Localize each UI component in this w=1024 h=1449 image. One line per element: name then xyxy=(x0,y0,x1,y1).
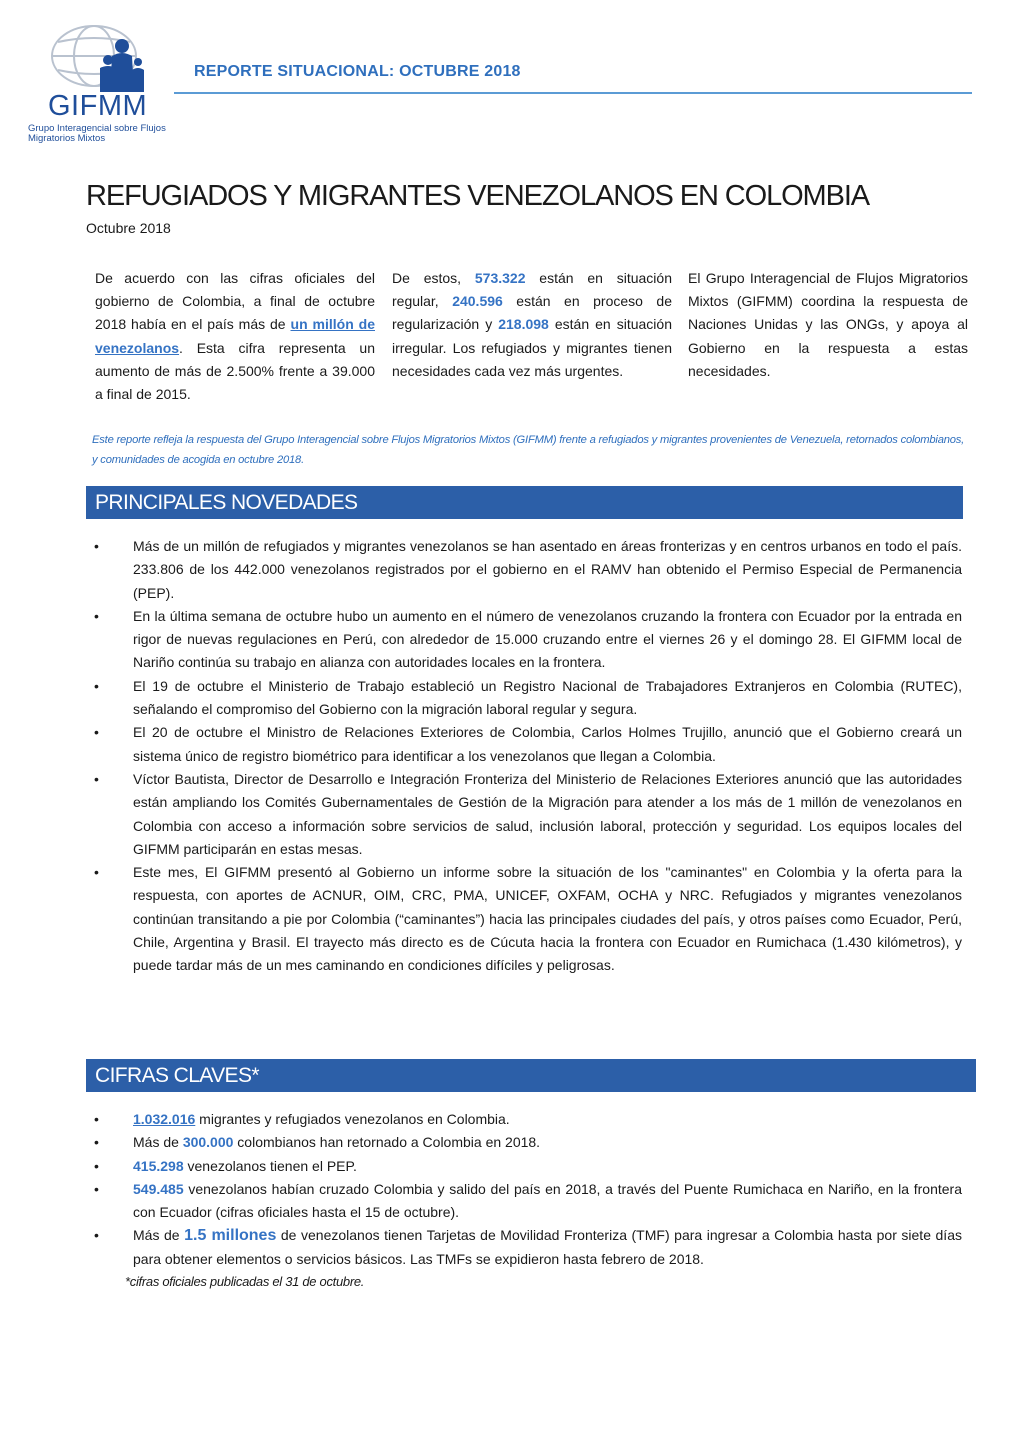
globe-family-icon xyxy=(48,20,150,96)
list-item xyxy=(86,861,962,977)
novedades-list xyxy=(86,535,962,978)
list-item xyxy=(86,535,962,605)
bullet-icon: • xyxy=(94,677,99,694)
key-figure-number: 415.298 xyxy=(133,1157,184,1174)
section-heading-novedades: PRINCIPALES NOVEDADES xyxy=(86,486,963,519)
intro-col2-text-c: están en proceso de regularización y xyxy=(392,293,672,333)
key-figure-text: colombianos han retornado a Colombia en 2018. xyxy=(233,1134,541,1151)
section-heading-cifras: CIFRAS CLAVES* xyxy=(86,1059,976,1092)
key-figure-text: venezolanos tienen el PEP. xyxy=(183,1157,357,1174)
key-figure-item xyxy=(86,1155,962,1178)
page-title: REFUGIADOS Y MIGRANTES VENEZOLANOS EN COLOMBIA xyxy=(86,180,870,212)
page-date: Octubre 2018 xyxy=(86,220,171,236)
irregular-count: 218.098 xyxy=(498,316,549,333)
intro-column-1 xyxy=(95,267,375,406)
list-item-text: En la última semana de octubre hubo un aumento en el número de venezolanos cruzando la frontera con Ecuador por la entrada en rigor de nuevas regulaciones en Perú, con alrededor de 15.000 cruzando entre el viernes 26 y el domingo 28. El GIFMM local de Nariño continúa su trabajo en alianza con autoridades locales en la frontera. xyxy=(133,607,962,671)
bullet-icon: • xyxy=(94,1134,99,1151)
logo-name: GIFMM xyxy=(48,90,148,122)
intro-col2-text-d: están en situación irregular. Los refugiados y migrantes tienen necesidades cada vez más urgentes. xyxy=(392,316,672,379)
key-figure-number: 549.485 xyxy=(133,1180,184,1197)
key-figure-text: venezolanos habían cruzado Colombia y salido del país en 2018, a través del Puente Rumichaca en Nariño, en la frontera con Ecuador (cifras oficiales hasta el 15 de octubre). xyxy=(133,1180,962,1221)
key-figure-number: 1.032.016 xyxy=(133,1111,196,1127)
key-figure-item xyxy=(86,1224,962,1271)
list-item xyxy=(86,721,962,768)
list-item-text: Víctor Bautista, Director de Desarrollo e Integración Fronteriza del Ministerio de Relaciones Exteriores anunció que las autoridades están ampliando los Comités Gubernamentales de Gestión de la Migración para atender a los más de 1 millón de venezolanos en Colombia con acceso a información sobre servicios de salud, inclusión laboral, protección y seguridad. Los equipos locales del GIFMM participarán en estas mesas. xyxy=(133,770,962,857)
list-item xyxy=(86,605,962,675)
list-item-text: El 20 de octubre el Ministro de Relaciones Exteriores de Colombia, Carlos Holmes Trujillo, anunció que el Gobierno creará un sistema único de registro biométrico para identificar a los venezolanos que llegan a Colombia. xyxy=(133,724,962,764)
logo-subtitle: Grupo Interagencial sobre Flujos Migratorios Mixtos xyxy=(28,123,166,144)
list-item-text: Este mes, El GIFMM presentó al Gobierno un informe sobre la situación de los "caminantes" en Colombia y la oferta para la respuesta, con aportes de ACNUR, OIM, CRC, PMA, UNICEF, OXFAM, OCHA y NRC. Refugiados y migrantes venezolanos continúan transitando a pie por Colombia (“caminantes”) hacia las principales ciudades del país, y otros países como Ecuador, Perú, Chile, Argentina y Brasil. El trayecto más directo es de Cúcuta hacia la frontera con Ecuador en Rumichaca (1.430 kilómetros), y puede tardar más de un mes caminando en condiciones difíciles y peligrosas. xyxy=(133,864,962,974)
list-item xyxy=(86,768,962,861)
intro-col2-text-a: De estos, xyxy=(392,270,475,286)
cifras-list xyxy=(86,1108,962,1271)
header-divider xyxy=(174,92,972,94)
key-figure-item xyxy=(86,1178,962,1225)
key-figure-number: 300.000 xyxy=(182,1134,234,1151)
list-item-text: El 19 de octubre el Ministerio de Trabajo estableció un Registro Nacional de Trabajadores Extranjeros en Colombia (RUTEC), señalando el compromiso del Gobierno con la migración laboral regular y segura. xyxy=(133,677,962,718)
intro-note: Este reporte refleja la respuesta del Grupo Interagencial sobre Flujos Migratorios Mixtos (GIFMM) frente a refugiados y migrantes provenientes de Venezuela, retornados colombianos, y comunidades de acogida en octubre 2018. xyxy=(92,434,965,466)
intro-col1-highlight: un millón de venezolanos xyxy=(95,316,375,356)
bullet-icon: • xyxy=(94,864,99,881)
key-figure-number: 1.5 millones xyxy=(184,1227,277,1245)
report-label: REPORTE SITUACIONAL: OCTUBRE 2018 xyxy=(194,63,521,80)
key-figure-item xyxy=(86,1108,962,1131)
bullet-icon: • xyxy=(94,1227,99,1244)
gifmm-logo xyxy=(26,20,176,146)
key-figure-item xyxy=(86,1131,962,1154)
key-figure-prefix: Más de xyxy=(133,1134,183,1151)
bullet-icon: • xyxy=(94,1157,99,1174)
bullet-icon: • xyxy=(94,538,99,554)
bullet-icon: • xyxy=(94,1111,99,1127)
intro-col1-text-b: . Esta cifra representa un aumento de más de 2.500% frente a 39.000 a final de 2015. xyxy=(95,339,375,403)
footnote: *cifras oficiales publicadas el 31 de octubre. xyxy=(125,1274,365,1289)
intro-column-3: El Grupo Interagencial de Flujos Migratorios Mixtos (GIFMM) coordina la respuesta de Naciones Unidas y las ONGs, y apoya al Gobierno en la respuesta a estas necesidades. xyxy=(688,270,968,379)
in-process-count: 240.596 xyxy=(452,293,503,310)
list-item xyxy=(86,675,962,722)
bullet-icon: • xyxy=(94,724,99,741)
regular-count: 573.322 xyxy=(474,270,526,286)
intro-column-2 xyxy=(392,267,672,383)
intro-col2-text-b: están en situación regular, xyxy=(392,270,672,310)
key-figure-text: de venezolanos tienen Tarjetas de Movilidad Fronteriza (TMF) para ingresar a Colombia hasta por siete días para obtener elementos o servicios básicos. Las TMFs se expidieron hasta febrero de 2018. xyxy=(133,1227,962,1267)
intro-col1-text-a: De acuerdo con las cifras oficiales del gobierno de Colombia, a final de octubre 2018 había en el país más de xyxy=(95,270,375,333)
bullet-icon: • xyxy=(94,1180,99,1197)
list-item-text: Más de un millón de refugiados y migrantes venezolanos se han asentado en áreas fronterizas y en centros urbanos en todo el país. 233.806 de los 442.000 venezolanos registrados por el gobierno en el RAMV han obtenido el Permiso Especial de Permanencia (PEP). xyxy=(133,538,962,601)
key-figure-text: migrantes y refugiados venezolanos en Colombia. xyxy=(195,1111,510,1127)
key-figure-prefix: Más de xyxy=(133,1227,185,1244)
bullet-icon: • xyxy=(94,770,99,787)
bullet-icon: • xyxy=(94,607,99,624)
